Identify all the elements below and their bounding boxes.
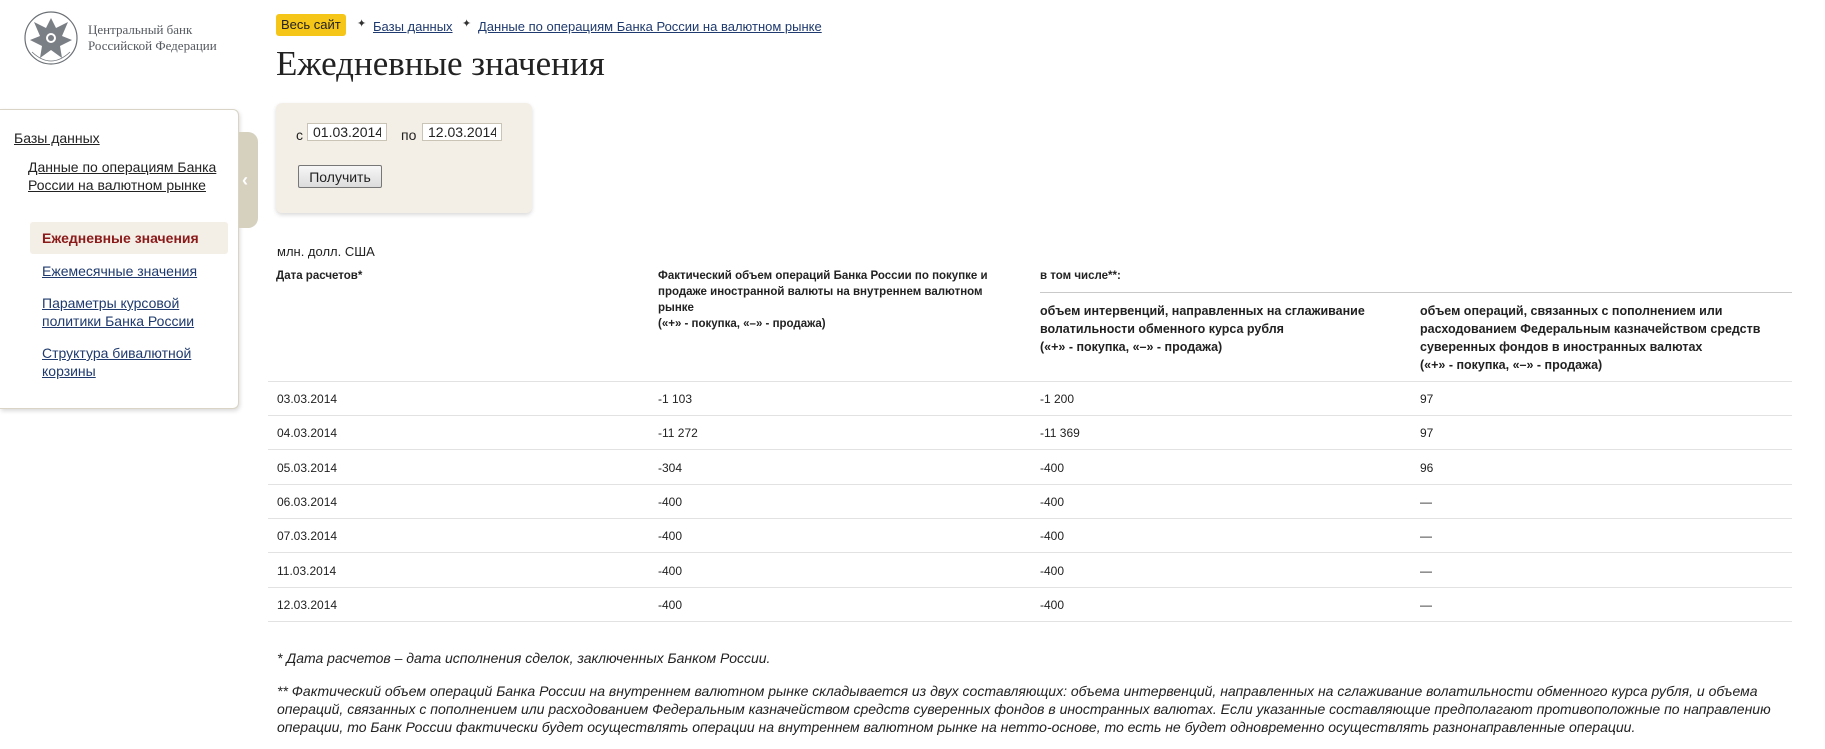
sidebar-item-databases[interactable]: Базы данных (14, 130, 100, 146)
cell-interventions: -400 (1040, 461, 1065, 475)
cell-funds: — (1420, 495, 1432, 509)
cell-date: 05.03.2014 (277, 461, 338, 475)
cell-funds: 97 (1420, 392, 1434, 406)
cell-total: -11 272 (658, 426, 698, 440)
sidebar-collapse-tab[interactable] (239, 132, 258, 228)
cell-interventions: -400 (1040, 529, 1065, 543)
col-header-including: в том числе**: (1040, 270, 1121, 282)
cell-interventions: -400 (1040, 564, 1065, 578)
sidebar-item-fx-operations[interactable]: Данные по операциям Банка России на валютном рынке (28, 159, 217, 193)
date-from-input[interactable] (307, 123, 387, 141)
footnote-operations: ** Фактический объем операций Банка России на внутреннем валютном рынке складывается из двух составляющих: объема интервенций, направленных на сглаживание волатильности обменного курса рубля, и объема операций, связанных с пополнением или расходованием Федеральным казначейством средств суверенных фондов в иностранных валютах. Если указанные составляющие предполагают противоположные по направлению операции, то Банк России фактически будет осуществлять операции на внутреннем валютном рынке на нетто-основе, то есть не будет одновременно осуществлять разнонаправленные операции. (277, 683, 1771, 735)
sidebar-item-daily-active[interactable] (30, 222, 228, 254)
row-divider (268, 552, 1792, 553)
breadcrumb-separator-icon: ✦ (357, 18, 367, 30)
cell-funds: — (1420, 529, 1432, 543)
col-header-interventions-text: объем интервенций, направленных на сглаживание волатильности обменного курса рубля (1040, 304, 1365, 336)
cell-date: 04.03.2014 (277, 426, 338, 440)
sidebar-item-monthly[interactable]: Ежемесячные значения (42, 263, 198, 279)
row-divider (268, 381, 1792, 382)
cell-total: -400 (658, 529, 683, 543)
breadcrumb-separator-icon: ✦ (462, 18, 472, 30)
submit-button[interactable]: Получить (298, 165, 382, 188)
eagle-emblem-icon (20, 8, 84, 72)
row-divider (268, 621, 1792, 622)
breadcrumb-fx-operations[interactable]: Данные по операциям Банка России на валютном рынке (478, 19, 822, 34)
sidebar-item-basket[interactable]: Структура бивалютной корзины (42, 345, 192, 379)
cell-interventions: -11 369 (1040, 426, 1080, 440)
cell-date: 07.03.2014 (277, 529, 338, 543)
col-header-total-note: («+» - покупка, «–» - продажа) (658, 318, 826, 330)
col-header-funds-text: объем операций, связанных с пополнением или расходованием Федеральным казначейством средств суверенных фондов в иностранных валютах (1420, 304, 1761, 354)
col-header-total-text: Фактический объем операций Банка России по покупке и продаже иностранной валюты на внутреннем валютном рынке (658, 270, 988, 314)
footnote-date: * Дата расчетов – дата исполнения сделок, заключенных Банком России. (277, 650, 771, 666)
breadcrumb-databases[interactable]: Базы данных (373, 19, 453, 34)
cell-date: 12.03.2014 (277, 598, 338, 612)
page-title: Ежедневные значения (276, 44, 605, 83)
cell-funds: 97 (1420, 426, 1434, 440)
cell-funds: — (1420, 598, 1432, 612)
row-divider (268, 587, 1792, 588)
col-header-funds (1420, 302, 1792, 374)
cell-total: -400 (658, 564, 683, 578)
logo-line-1: Центральный банк (88, 22, 193, 37)
cell-date: 06.03.2014 (277, 495, 338, 509)
cell-funds: 96 (1420, 461, 1434, 475)
header-divider (1040, 292, 1792, 293)
row-divider (268, 484, 1792, 485)
col-header-funds-note: («+» - покупка, «–» - продажа) (1420, 358, 1603, 372)
cell-date: 11.03.2014 (277, 564, 337, 578)
cell-total: -1 103 (658, 392, 693, 406)
cell-total: -304 (658, 461, 683, 475)
date-to-input[interactable] (422, 123, 502, 141)
col-header-total (658, 268, 1008, 332)
logo-line-2: Российской Федерации (88, 38, 217, 53)
cell-total: -400 (658, 598, 683, 612)
site-logo[interactable] (20, 8, 230, 68)
date-filter-panel (276, 103, 532, 213)
sidebar-item-exchange-policy[interactable]: Параметры курсовой политики Банка России (42, 295, 195, 329)
cell-interventions: -400 (1040, 598, 1065, 612)
sidebar-item-label: Ежедневные значения (42, 230, 199, 246)
to-label: по (401, 127, 417, 143)
row-divider (268, 415, 1792, 416)
cell-interventions: -400 (1040, 495, 1065, 509)
units-label: млн. долл. США (277, 244, 375, 259)
row-divider (268, 518, 1792, 519)
col-header-interventions (1040, 302, 1410, 356)
breadcrumb-home[interactable]: Весь сайт (276, 14, 346, 36)
cell-funds: — (1420, 564, 1432, 578)
chevron-left-icon: ‹ (242, 170, 248, 190)
cell-interventions: -1 200 (1040, 392, 1075, 406)
cell-total: -400 (658, 495, 683, 509)
row-divider (268, 449, 1792, 450)
cell-date: 03.03.2014 (277, 392, 338, 406)
col-header-interventions-note: («+» - покупка, «–» - продажа) (1040, 340, 1223, 354)
col-header-date: Дата расчетов* (276, 270, 363, 282)
from-label: с (296, 127, 303, 143)
